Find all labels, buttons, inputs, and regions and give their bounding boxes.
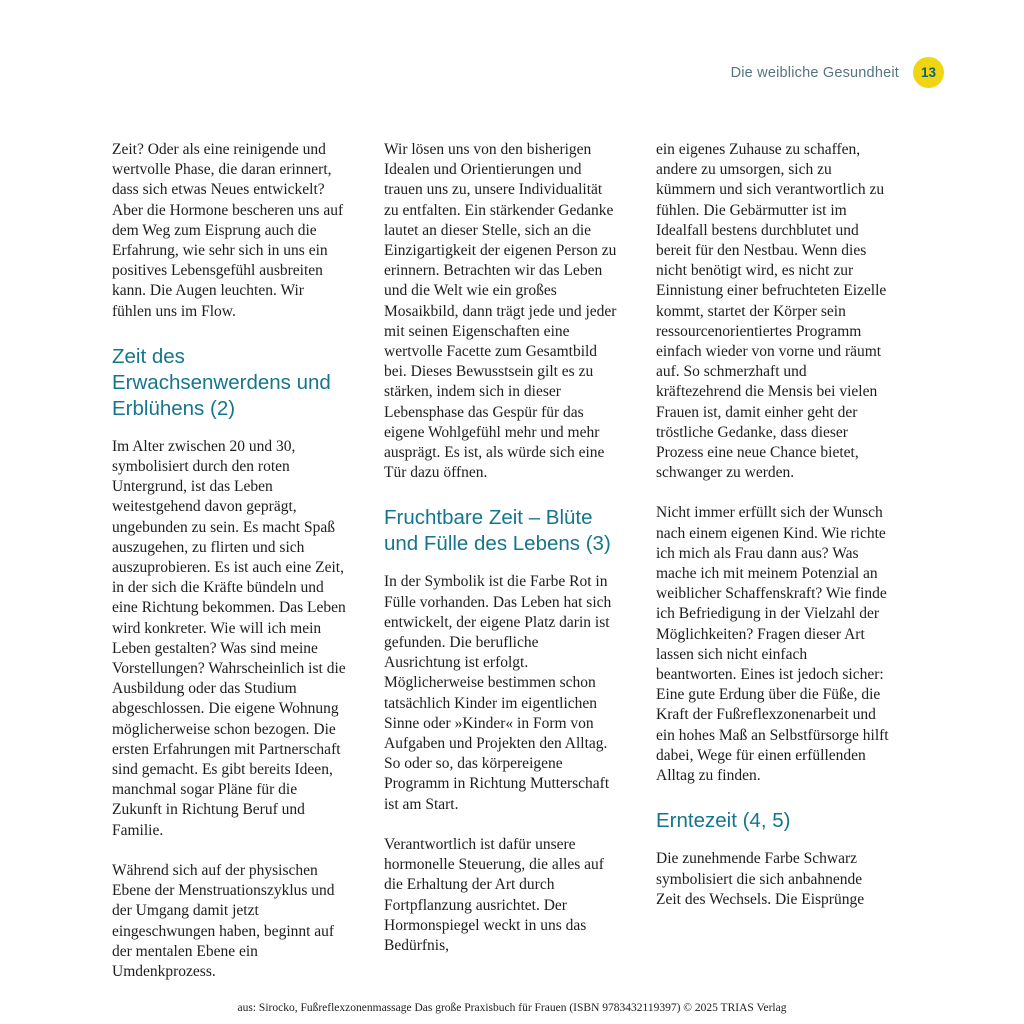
page-header (112, 57, 944, 88)
section-heading: Zeit des Erwachsenwerdens und Erblühens (2) (112, 344, 331, 420)
paragraph: Verantwortlich ist dafür unsere hormonelle Steuerung, die alles auf die Erhaltung der Art durch Fortpflanzung ausrichtet. Der Hormonspiegel weckt in uns das Bedürfnis, (384, 835, 604, 954)
paragraph: Zeit? Oder als eine reinigende und wertvolle Phase, die daran erinnert, dass sich etwas Neues entwickelt? Aber die Hormone bescheren uns auf dem Weg zum Eisprung auch die Erfahrung, wie sehr sich in uns ein positives Lebensgefühl ausbreiten kann. Die Augen leuchten. Wir fühlen uns im Flow. (112, 141, 344, 320)
paragraph: In der Symbolik ist die Farbe Rot in Fülle vorhanden. Das Leben hat sich entwickelt, der eigene Platz darin ist gefunden. Die berufliche Ausrichtung ist erfolgt. Möglicherweise bestimmen schon tatsächlich Kinder im eigentlichen Sinne oder »Kinder« in Form von Aufgaben und Projekten den Alltag. So oder so, das körpereigene Programm in Richtung Mutterschaft ist am Start. (384, 573, 612, 813)
section-heading: Erntezeit (4, 5) (656, 809, 791, 833)
text-columns (112, 140, 891, 1002)
paragraph: Wir lösen uns von den bisherigen Idealen und Orientierungen und trauen uns zu, unsere Individualität zu entfalten. Ein stärkender Gedanke lautet an dieser Stelle, sich an die Einzigartigkeit der eigenen Person zu erinnern. Betrachten wir das Leben und die Welt wie ein großes Mosaikbild, dann trägt jede und jeder mit seinen Eigenschaften eine wertvolle Facette zum Gesamtbild bei. Dieses Bewusstsein gilt es zu stärken, indem sich in dieser Lebensphase das Gespür für das eigene Wohlgefühl mehr und mehr ausprägt. Es ist, als würde sich eine Tür dazu öffnen. (384, 141, 617, 482)
paragraph: ein eigenes Zuhause zu schaffen, andere zu umsorgen, sich zu kümmern und sich verantwortlich zu fühlen. Die Gebärmutter ist im Idealfall bestens durchblutet und bereit für den Nestbau. Wenn dies nicht benötigt wird, es nicht zur Einnistung einer befruchteten Eizelle kommt, startet der Körper sein ressourcenorientiertes Programm einfach wieder von vorne und räumt auf. So schmerzhaft und kräftezehrend die Mensis bei vielen Frauen ist, damit einher geht der tröstliche Gedanke, dass dieser Prozess eine neue Chance bietet, schwanger zu werden. (656, 141, 887, 482)
paragraph: Während sich auf der physischen Ebene der Menstruationszyklus und der Umgang damit jetzt eingeschwungen haben, beginnt auf der mentalen Ebene ein Umdenkprozess. (112, 861, 335, 980)
running-title: Die weibliche Gesundheit (730, 64, 899, 81)
page-number: 13 (920, 65, 937, 80)
section-heading: Fruchtbare Zeit – Blüte und Fülle des Lebens (3) (384, 506, 611, 556)
column-2 (384, 140, 618, 1002)
page-footer (0, 1002, 1024, 1014)
paragraph: Im Alter zwischen 20 und 30, symbolisiert durch den roten Untergrund, ist das Leben weitestgehend davon geprägt, ungebunden zu sein. Es macht Spaß auszugehen, zu flirten und sich auszuprobieren. Es ist auch eine Zeit, in der sich die Kräfte bündeln und eine Richtung bekommen. Das Leben wird konkreter. Wie will ich mein Leben gestalten? Was sind meine Vorstellungen? Wahrscheinlich ist die Ausbildung oder das Studium abgeschlossen. Die eigene Wohnung möglicherweise schon bezogen. Die ersten Erfahrungen mit Partnerschaft sind gemacht. Es gibt bereits Ideen, manchmal sogar Pläne für die Zukunft in Richtung Beruf und Familie. (112, 437, 346, 839)
paragraph: Die zunehmende Farbe Schwarz symbolisiert die sich anbahnende Zeit des Wechsels. Die Eisprünge (656, 850, 865, 908)
column-1 (112, 140, 346, 1002)
credit-line: aus: Sirocko, Fußreflexzonenmassage Das große Praxisbuch für Frauen (ISBN 9783432119397) © 2025 TRIAS Verlag (237, 1002, 787, 1014)
column-3 (656, 140, 890, 1002)
paragraph: Nicht immer erfüllt sich der Wunsch nach einem eigenen Kind. Wie richte ich mich als Frau dann aus? Was mache ich mit meinem Potenzial an weiblicher Schaffenskraft? Wie finde ich Befriedigung in der Vielzahl der Möglichkeiten? Fragen dieser Art lassen sich nicht einfach beantworten. Eines ist jedoch sicher: Eine gute Erdung über die Füße, die Kraft der Fußreflexzonenarbeit und ein hohes Maß an Selbstfürsorge hilft dabei, Wege für einen erfüllenden Alltag zu finden. (656, 504, 889, 785)
page-number-badge (913, 57, 944, 88)
